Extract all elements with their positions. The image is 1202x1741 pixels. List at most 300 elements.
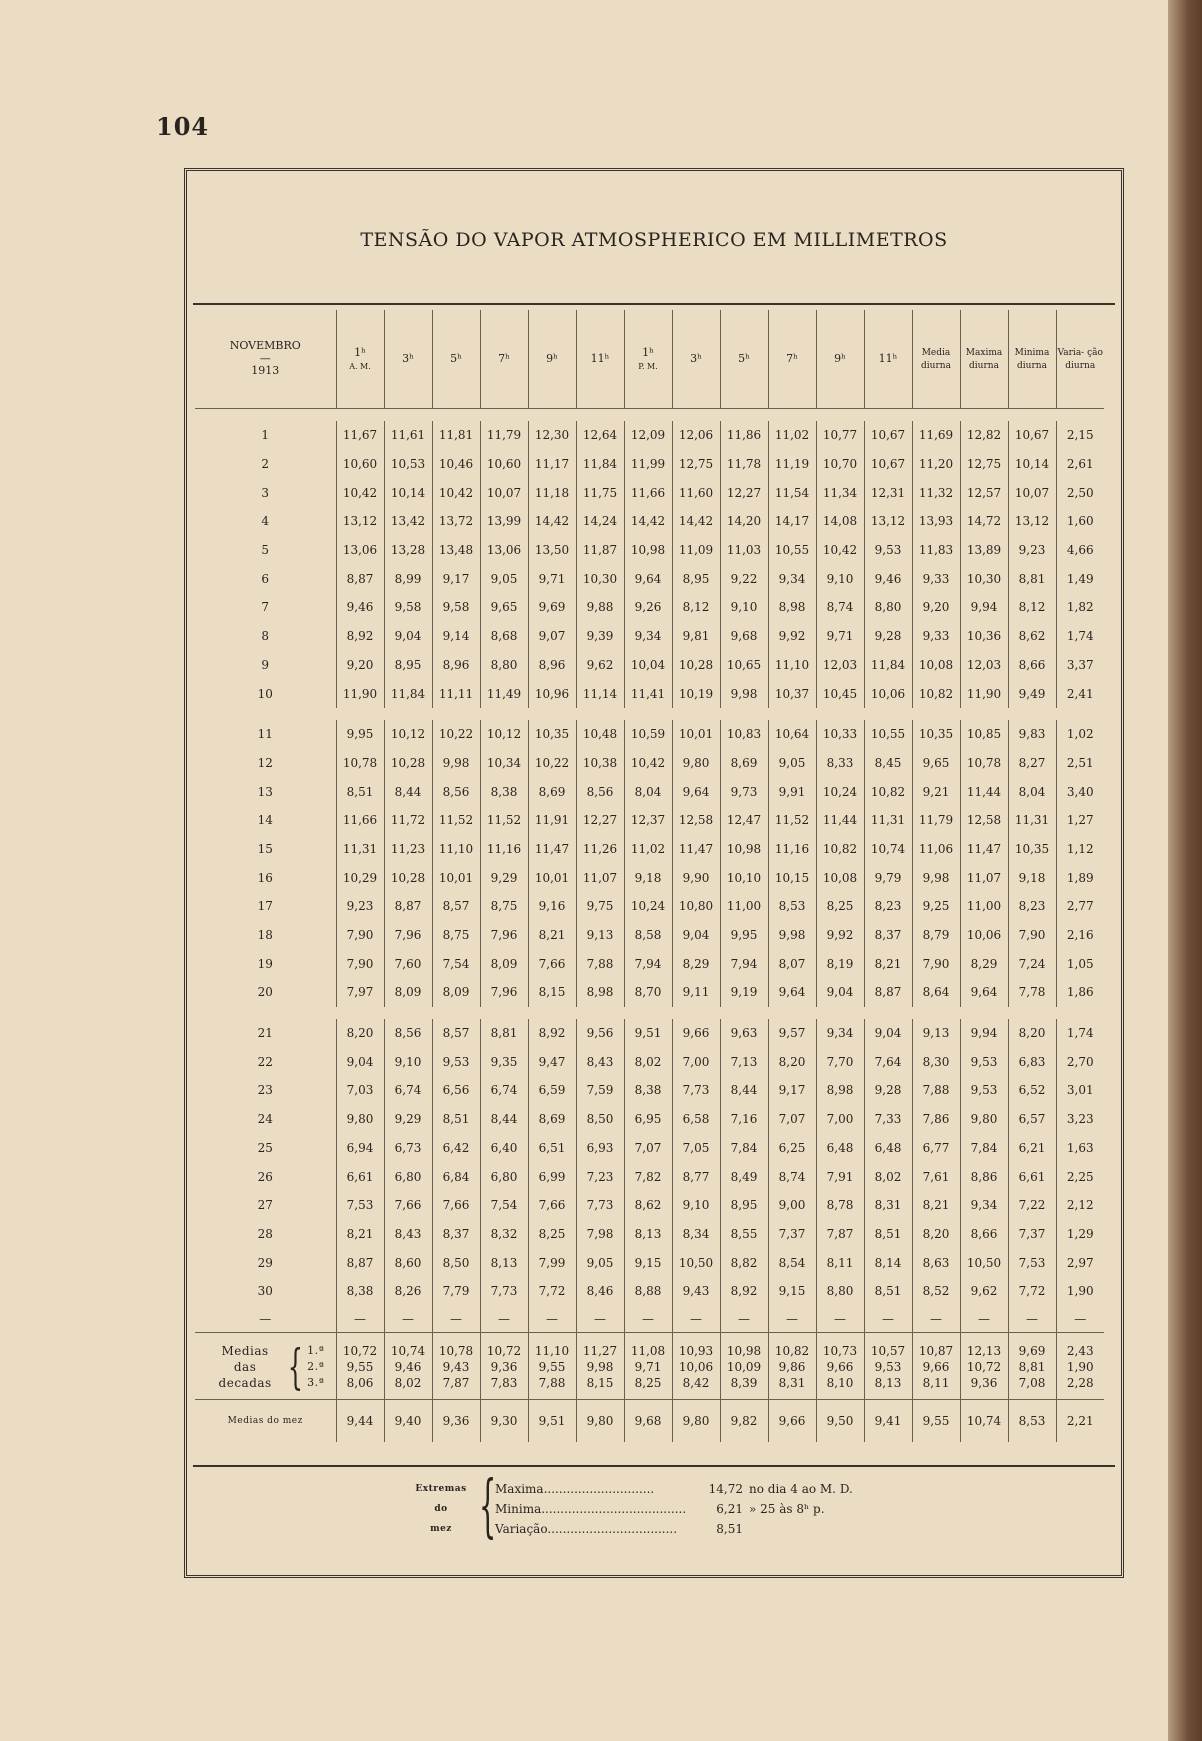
value-cell: 11,09	[672, 536, 720, 565]
value-cell: 10,42	[336, 478, 384, 507]
value-cell: 7,72	[1008, 1277, 1056, 1306]
value-cell: 8,20	[1008, 1019, 1056, 1048]
decade-means-cell	[816, 1332, 864, 1399]
decade-mean-value: 8,31	[778, 1375, 806, 1390]
value-cell: 11,83	[912, 536, 960, 565]
value-cell: 6,73	[384, 1134, 432, 1163]
value-cell: 11,66	[624, 478, 672, 507]
value-cell: 8,45	[864, 749, 912, 778]
decade-mean-value: 8,39	[730, 1375, 758, 1390]
value-cell: 9,15	[624, 1248, 672, 1277]
value-cell: 8,98	[576, 978, 624, 1007]
value-cell: 9,34	[768, 564, 816, 593]
decade-means-title-line: Medias	[221, 1343, 269, 1358]
spacer-cell	[195, 409, 1104, 422]
decade-mean-value: 9,43	[442, 1359, 470, 1374]
decade-mean-value: 10,74	[390, 1343, 426, 1358]
value-cell: 2,70	[1056, 1047, 1104, 1076]
value-cell: 10,10	[720, 863, 768, 892]
value-cell: 11,44	[960, 777, 1008, 806]
table-row	[195, 806, 1104, 835]
value-cell: 10,42	[624, 749, 672, 778]
value-cell: 13,28	[384, 536, 432, 565]
value-cell: 7,53	[1008, 1248, 1056, 1277]
value-cell: 13,12	[336, 507, 384, 536]
value-cell: 10,85	[960, 720, 1008, 749]
value-cell: 9,98	[912, 863, 960, 892]
value-cell: 7,78	[1008, 978, 1056, 1007]
extreme-key: Minima......................................	[495, 1502, 687, 1516]
column-header-label: 5ʰ	[450, 351, 462, 365]
value-cell: 7,59	[576, 1076, 624, 1105]
value-cell: 8,66	[960, 1220, 1008, 1249]
spacer-row	[195, 708, 1104, 720]
spacer-row	[195, 409, 1104, 422]
value-cell: 8,64	[912, 978, 960, 1007]
value-cell: 9,92	[768, 622, 816, 651]
value-cell: 8,98	[768, 593, 816, 622]
value-cell: 8,13	[480, 1248, 528, 1277]
month-mean-value: 9,30	[480, 1399, 528, 1442]
value-cell: 2,15	[1056, 421, 1104, 450]
value-cell: 1,29	[1056, 1220, 1104, 1249]
value-cell: 8,30	[912, 1047, 960, 1076]
value-cell: 7,98	[576, 1220, 624, 1249]
value-cell: 6,99	[528, 1162, 576, 1191]
value-cell: 11,99	[624, 450, 672, 479]
month-mean-value: 9,82	[720, 1399, 768, 1442]
value-cell: 13,06	[480, 536, 528, 565]
value-cell: 8,77	[672, 1162, 720, 1191]
value-cell: 8,12	[672, 593, 720, 622]
value-cell: 10,74	[864, 835, 912, 864]
value-cell: 8,09	[432, 978, 480, 1007]
value-cell: 9,94	[960, 1019, 1008, 1048]
day-number: 28	[257, 1226, 273, 1241]
value-cell: 9,56	[576, 1019, 624, 1048]
day-number: 4	[261, 514, 270, 529]
value-cell: 10,82	[864, 777, 912, 806]
decade-mean-value: 9,36	[490, 1359, 518, 1374]
value-cell: 8,21	[336, 1220, 384, 1249]
value-cell: 11,07	[576, 863, 624, 892]
spacer-row	[195, 1007, 1104, 1019]
value-cell: 9,20	[912, 593, 960, 622]
value-cell: 8,92	[336, 622, 384, 651]
value-cell: 11,16	[480, 835, 528, 864]
column-header	[768, 310, 816, 409]
value-cell: 6,83	[1008, 1047, 1056, 1076]
dash-cell: —	[480, 1306, 528, 1333]
value-cell: 11,31	[336, 835, 384, 864]
value-cell: 7,05	[672, 1134, 720, 1163]
value-cell: 6,48	[816, 1134, 864, 1163]
value-cell: 9,23	[1008, 536, 1056, 565]
day-number: 5	[261, 543, 270, 558]
value-cell: 9,43	[672, 1277, 720, 1306]
value-cell: 9,64	[768, 978, 816, 1007]
column-header	[720, 310, 768, 409]
decade-means-cell	[912, 1332, 960, 1399]
page-number: 104	[156, 112, 210, 141]
value-cell: 14,17	[768, 507, 816, 536]
value-cell: 7,07	[768, 1105, 816, 1134]
value-cell: 10,22	[528, 749, 576, 778]
value-cell: 8,62	[1008, 622, 1056, 651]
column-header	[960, 310, 1008, 409]
value-cell: 14,42	[672, 507, 720, 536]
extremes-label	[401, 1479, 481, 1539]
value-cell: 7,37	[1008, 1220, 1056, 1249]
extreme-row	[495, 1499, 935, 1519]
value-cell: 9,17	[432, 564, 480, 593]
value-cell: 8,20	[912, 1220, 960, 1249]
day-number: 24	[257, 1112, 273, 1127]
value-cell: 8,43	[576, 1047, 624, 1076]
value-cell: 7,87	[816, 1220, 864, 1249]
month-means-label: Medias do mez	[195, 1399, 336, 1442]
value-cell: 9,33	[912, 622, 960, 651]
table-row	[195, 863, 1104, 892]
table-row	[195, 749, 1104, 778]
value-cell: 8,55	[720, 1220, 768, 1249]
value-cell: 1,60	[1056, 507, 1104, 536]
month-mean-value: 9,44	[336, 1399, 384, 1442]
month-mean-value: 9,68	[624, 1399, 672, 1442]
value-cell: 9,53	[864, 536, 912, 565]
value-cell: 11,47	[528, 835, 576, 864]
value-cell: 9,94	[960, 593, 1008, 622]
value-cell: 6,61	[336, 1162, 384, 1191]
value-cell: 11,52	[432, 806, 480, 835]
value-cell: 7,90	[1008, 921, 1056, 950]
value-cell: 9,23	[336, 892, 384, 921]
decade-means-title-line: decadas	[218, 1375, 272, 1390]
value-cell: 7,03	[336, 1076, 384, 1105]
value-cell: 8,80	[480, 651, 528, 680]
value-cell: 9,71	[528, 564, 576, 593]
month-mean-value: 8,53	[1008, 1399, 1056, 1442]
decade-mean-value: 9,36	[970, 1375, 998, 1390]
value-cell: 6,21	[1008, 1134, 1056, 1163]
extremes-label-line: Extremas	[415, 1484, 467, 1494]
value-cell: 8,09	[384, 978, 432, 1007]
decade-mean-value: 2,43	[1066, 1343, 1094, 1358]
table-row	[195, 1220, 1104, 1249]
value-cell: 10,28	[384, 863, 432, 892]
value-cell: 10,50	[672, 1248, 720, 1277]
decade-mean-value: 12,13	[966, 1343, 1002, 1358]
value-cell: 12,27	[720, 478, 768, 507]
value-cell: 9,63	[720, 1019, 768, 1048]
decade-means-cell	[720, 1332, 768, 1399]
value-cell: 8,32	[480, 1220, 528, 1249]
table-row	[195, 1105, 1104, 1134]
column-header	[624, 310, 672, 409]
header-row	[195, 310, 1104, 409]
column-header-label: 7ʰ	[498, 351, 510, 365]
value-cell: 8,80	[864, 593, 912, 622]
value-cell: 6,77	[912, 1134, 960, 1163]
column-header	[1056, 310, 1104, 409]
value-cell: 8,21	[864, 949, 912, 978]
value-cell: 2,77	[1056, 892, 1104, 921]
value-cell: 7,70	[816, 1047, 864, 1076]
value-cell: 10,07	[480, 478, 528, 507]
value-cell: 9,62	[576, 651, 624, 680]
value-cell: 10,12	[480, 720, 528, 749]
decade-mean-value: 10,87	[918, 1343, 954, 1358]
value-cell: 3,01	[1056, 1076, 1104, 1105]
value-cell: 6,56	[432, 1076, 480, 1105]
value-cell: 7,84	[720, 1134, 768, 1163]
decade-mean-value: 10,72	[486, 1343, 522, 1358]
column-header	[528, 310, 576, 409]
value-cell: 13,12	[1008, 507, 1056, 536]
month-mean-value: 10,74	[960, 1399, 1008, 1442]
column-header	[1008, 310, 1056, 409]
value-cell: 11,86	[720, 421, 768, 450]
column-header	[816, 310, 864, 409]
value-cell: 12,75	[672, 450, 720, 479]
value-cell: 7,99	[528, 1248, 576, 1277]
value-cell: 9,53	[960, 1047, 1008, 1076]
value-cell: 10,33	[816, 720, 864, 749]
column-header-label: 3ʰ	[402, 351, 414, 365]
day-number: 14	[257, 813, 273, 828]
value-cell: 12,58	[960, 806, 1008, 835]
value-cell: 9,98	[768, 921, 816, 950]
value-cell: 12,47	[720, 806, 768, 835]
day-number: 22	[257, 1054, 273, 1069]
value-cell: 14,20	[720, 507, 768, 536]
table-row	[195, 1134, 1104, 1163]
value-cell: 10,53	[384, 450, 432, 479]
value-cell: 7,90	[912, 949, 960, 978]
column-header-label: 11ʰ	[590, 351, 610, 365]
value-cell: 8,13	[624, 1220, 672, 1249]
value-cell: 11,07	[960, 863, 1008, 892]
value-cell: 7,84	[960, 1134, 1008, 1163]
column-header	[480, 310, 528, 409]
value-cell: 10,50	[960, 1248, 1008, 1277]
value-cell: 11,19	[768, 450, 816, 479]
value-cell: 2,50	[1056, 478, 1104, 507]
value-cell: 10,55	[864, 720, 912, 749]
decade-mean-value: 9,55	[346, 1359, 374, 1374]
value-cell: 9,04	[384, 622, 432, 651]
value-cell: 10,98	[624, 536, 672, 565]
value-cell: 11,10	[768, 651, 816, 680]
decade-mean-value: 9,66	[922, 1359, 950, 1374]
decade-mean-value: 9,66	[826, 1359, 854, 1374]
decade-mean-value: 10,09	[726, 1359, 762, 1374]
extreme-note: no dia 4 ao M. D.	[749, 1482, 853, 1496]
value-cell: 8,38	[480, 777, 528, 806]
dash-cell: —	[259, 1311, 272, 1326]
value-cell: 9,26	[624, 593, 672, 622]
value-cell: 8,38	[624, 1076, 672, 1105]
value-cell: 7,16	[720, 1105, 768, 1134]
value-cell: 9,00	[768, 1191, 816, 1220]
value-cell: 8,33	[816, 749, 864, 778]
table-row	[195, 978, 1104, 1007]
value-cell: 8,02	[864, 1162, 912, 1191]
value-cell: 10,70	[816, 450, 864, 479]
value-cell: 10,48	[576, 720, 624, 749]
decade-means-cell	[1008, 1332, 1056, 1399]
value-cell: 10,83	[720, 720, 768, 749]
value-cell: 7,88	[576, 949, 624, 978]
column-header-label: 1ʰ	[642, 346, 654, 360]
table-row	[195, 1019, 1104, 1048]
table-row	[195, 478, 1104, 507]
column-header	[912, 310, 960, 409]
value-cell: 6,95	[624, 1105, 672, 1134]
value-cell: 1,74	[1056, 1019, 1104, 1048]
header-dash: —	[259, 351, 271, 365]
value-cell: 1,02	[1056, 720, 1104, 749]
table-row	[195, 622, 1104, 651]
value-cell: 1,27	[1056, 806, 1104, 835]
value-cell: 14,24	[576, 507, 624, 536]
day-number: 9	[261, 657, 270, 672]
decade-mean-value: 8,81	[1018, 1359, 1046, 1374]
value-cell: 9,98	[432, 749, 480, 778]
value-cell: 11,06	[912, 835, 960, 864]
value-cell: 14,42	[528, 507, 576, 536]
column-header-label: 9ʰ	[834, 351, 846, 365]
month-mean-value: 9,51	[528, 1399, 576, 1442]
header-rule	[193, 303, 1115, 305]
value-cell: 9,95	[336, 720, 384, 749]
value-cell: 8,74	[816, 593, 864, 622]
value-cell: 13,72	[432, 507, 480, 536]
day-number: 21	[257, 1026, 273, 1041]
decade-mean-value: 2,28	[1066, 1375, 1094, 1390]
value-cell: 8,34	[672, 1220, 720, 1249]
value-cell: 9,71	[816, 622, 864, 651]
value-cell: 7,94	[720, 949, 768, 978]
value-cell: 10,67	[1008, 421, 1056, 450]
value-cell: 6,48	[864, 1134, 912, 1163]
value-cell: 7,73	[672, 1076, 720, 1105]
decade-means-cell	[528, 1332, 576, 1399]
value-cell: 11,47	[960, 835, 1008, 864]
extreme-key: Variação..................................	[495, 1522, 678, 1536]
day-number: 8	[261, 629, 270, 644]
day-number: 18	[257, 928, 273, 943]
decade-label: 1.ª	[307, 1343, 325, 1357]
value-cell: 8,04	[1008, 777, 1056, 806]
column-header	[864, 310, 912, 409]
column-header-label: 7ʰ	[786, 351, 798, 365]
value-cell: 11,84	[384, 679, 432, 708]
value-cell: 9,65	[480, 593, 528, 622]
table-row	[195, 651, 1104, 680]
value-cell: 8,78	[816, 1191, 864, 1220]
month-mean-value: 9,41	[864, 1399, 912, 1442]
value-cell: 7,60	[384, 949, 432, 978]
value-cell: 9,18	[624, 863, 672, 892]
table-row	[195, 593, 1104, 622]
value-cell: 9,28	[864, 622, 912, 651]
value-cell: 10,15	[768, 863, 816, 892]
value-cell: 8,04	[624, 777, 672, 806]
day-number: 29	[257, 1255, 273, 1270]
day-number: 15	[257, 841, 273, 856]
value-cell: 12,82	[960, 421, 1008, 450]
value-cell: 10,28	[672, 651, 720, 680]
value-cell: 8,75	[480, 892, 528, 921]
value-cell: 6,94	[336, 1134, 384, 1163]
day-number: 12	[257, 755, 273, 770]
decade-mean-value: 8,02	[394, 1375, 422, 1390]
extreme-note: » 25 às 8ʰ p.	[749, 1502, 825, 1516]
value-cell: 7,96	[480, 978, 528, 1007]
value-cell: 10,46	[432, 450, 480, 479]
column-header	[336, 310, 384, 409]
value-cell: 9,34	[624, 622, 672, 651]
day-number: 10	[257, 686, 273, 701]
decade-mean-value: 10,72	[342, 1343, 378, 1358]
value-cell: 9,80	[672, 749, 720, 778]
value-cell: 8,50	[432, 1248, 480, 1277]
extreme-row	[495, 1479, 935, 1499]
value-cell: 11,02	[624, 835, 672, 864]
value-cell: 11,60	[672, 478, 720, 507]
decade-means-label	[195, 1332, 336, 1399]
day-number: 26	[257, 1169, 273, 1184]
value-cell: 8,87	[864, 978, 912, 1007]
value-cell: 6,80	[384, 1162, 432, 1191]
value-cell: 11,26	[576, 835, 624, 864]
value-cell: 10,07	[1008, 478, 1056, 507]
value-cell: 6,52	[1008, 1076, 1056, 1105]
value-cell: 10,35	[912, 720, 960, 749]
value-cell: 13,99	[480, 507, 528, 536]
table-row	[195, 507, 1104, 536]
value-cell: 9,10	[720, 593, 768, 622]
column-header-label: 1ʰ	[354, 346, 366, 360]
value-cell: 8,21	[528, 921, 576, 950]
month-mean-value: 9,55	[912, 1399, 960, 1442]
day-number: 17	[257, 899, 273, 914]
value-cell: 8,62	[624, 1191, 672, 1220]
extreme-value: 14,72	[708, 1482, 743, 1496]
value-cell: 11,20	[912, 450, 960, 479]
table-row	[195, 1047, 1104, 1076]
dash-cell: —	[528, 1306, 576, 1333]
column-header-period: P. M.	[638, 361, 658, 371]
value-cell: 10,45	[816, 679, 864, 708]
value-cell: 9,83	[1008, 720, 1056, 749]
column-header-label: 3ʰ	[690, 351, 702, 365]
decade-means-title-line: das	[233, 1359, 257, 1374]
value-cell: 8,54	[768, 1248, 816, 1277]
value-cell: 6,58	[672, 1105, 720, 1134]
extremes-brace: {	[479, 1467, 497, 1546]
value-cell: 7,13	[720, 1047, 768, 1076]
value-cell: 8,44	[384, 777, 432, 806]
value-cell: 8,95	[720, 1191, 768, 1220]
value-cell: 8,79	[912, 921, 960, 950]
decade-means-title	[206, 1343, 284, 1391]
value-cell: 9,66	[672, 1019, 720, 1048]
value-cell: 8,87	[336, 564, 384, 593]
decade-mean-value: 8,06	[346, 1375, 374, 1390]
value-cell: 7,97	[336, 978, 384, 1007]
